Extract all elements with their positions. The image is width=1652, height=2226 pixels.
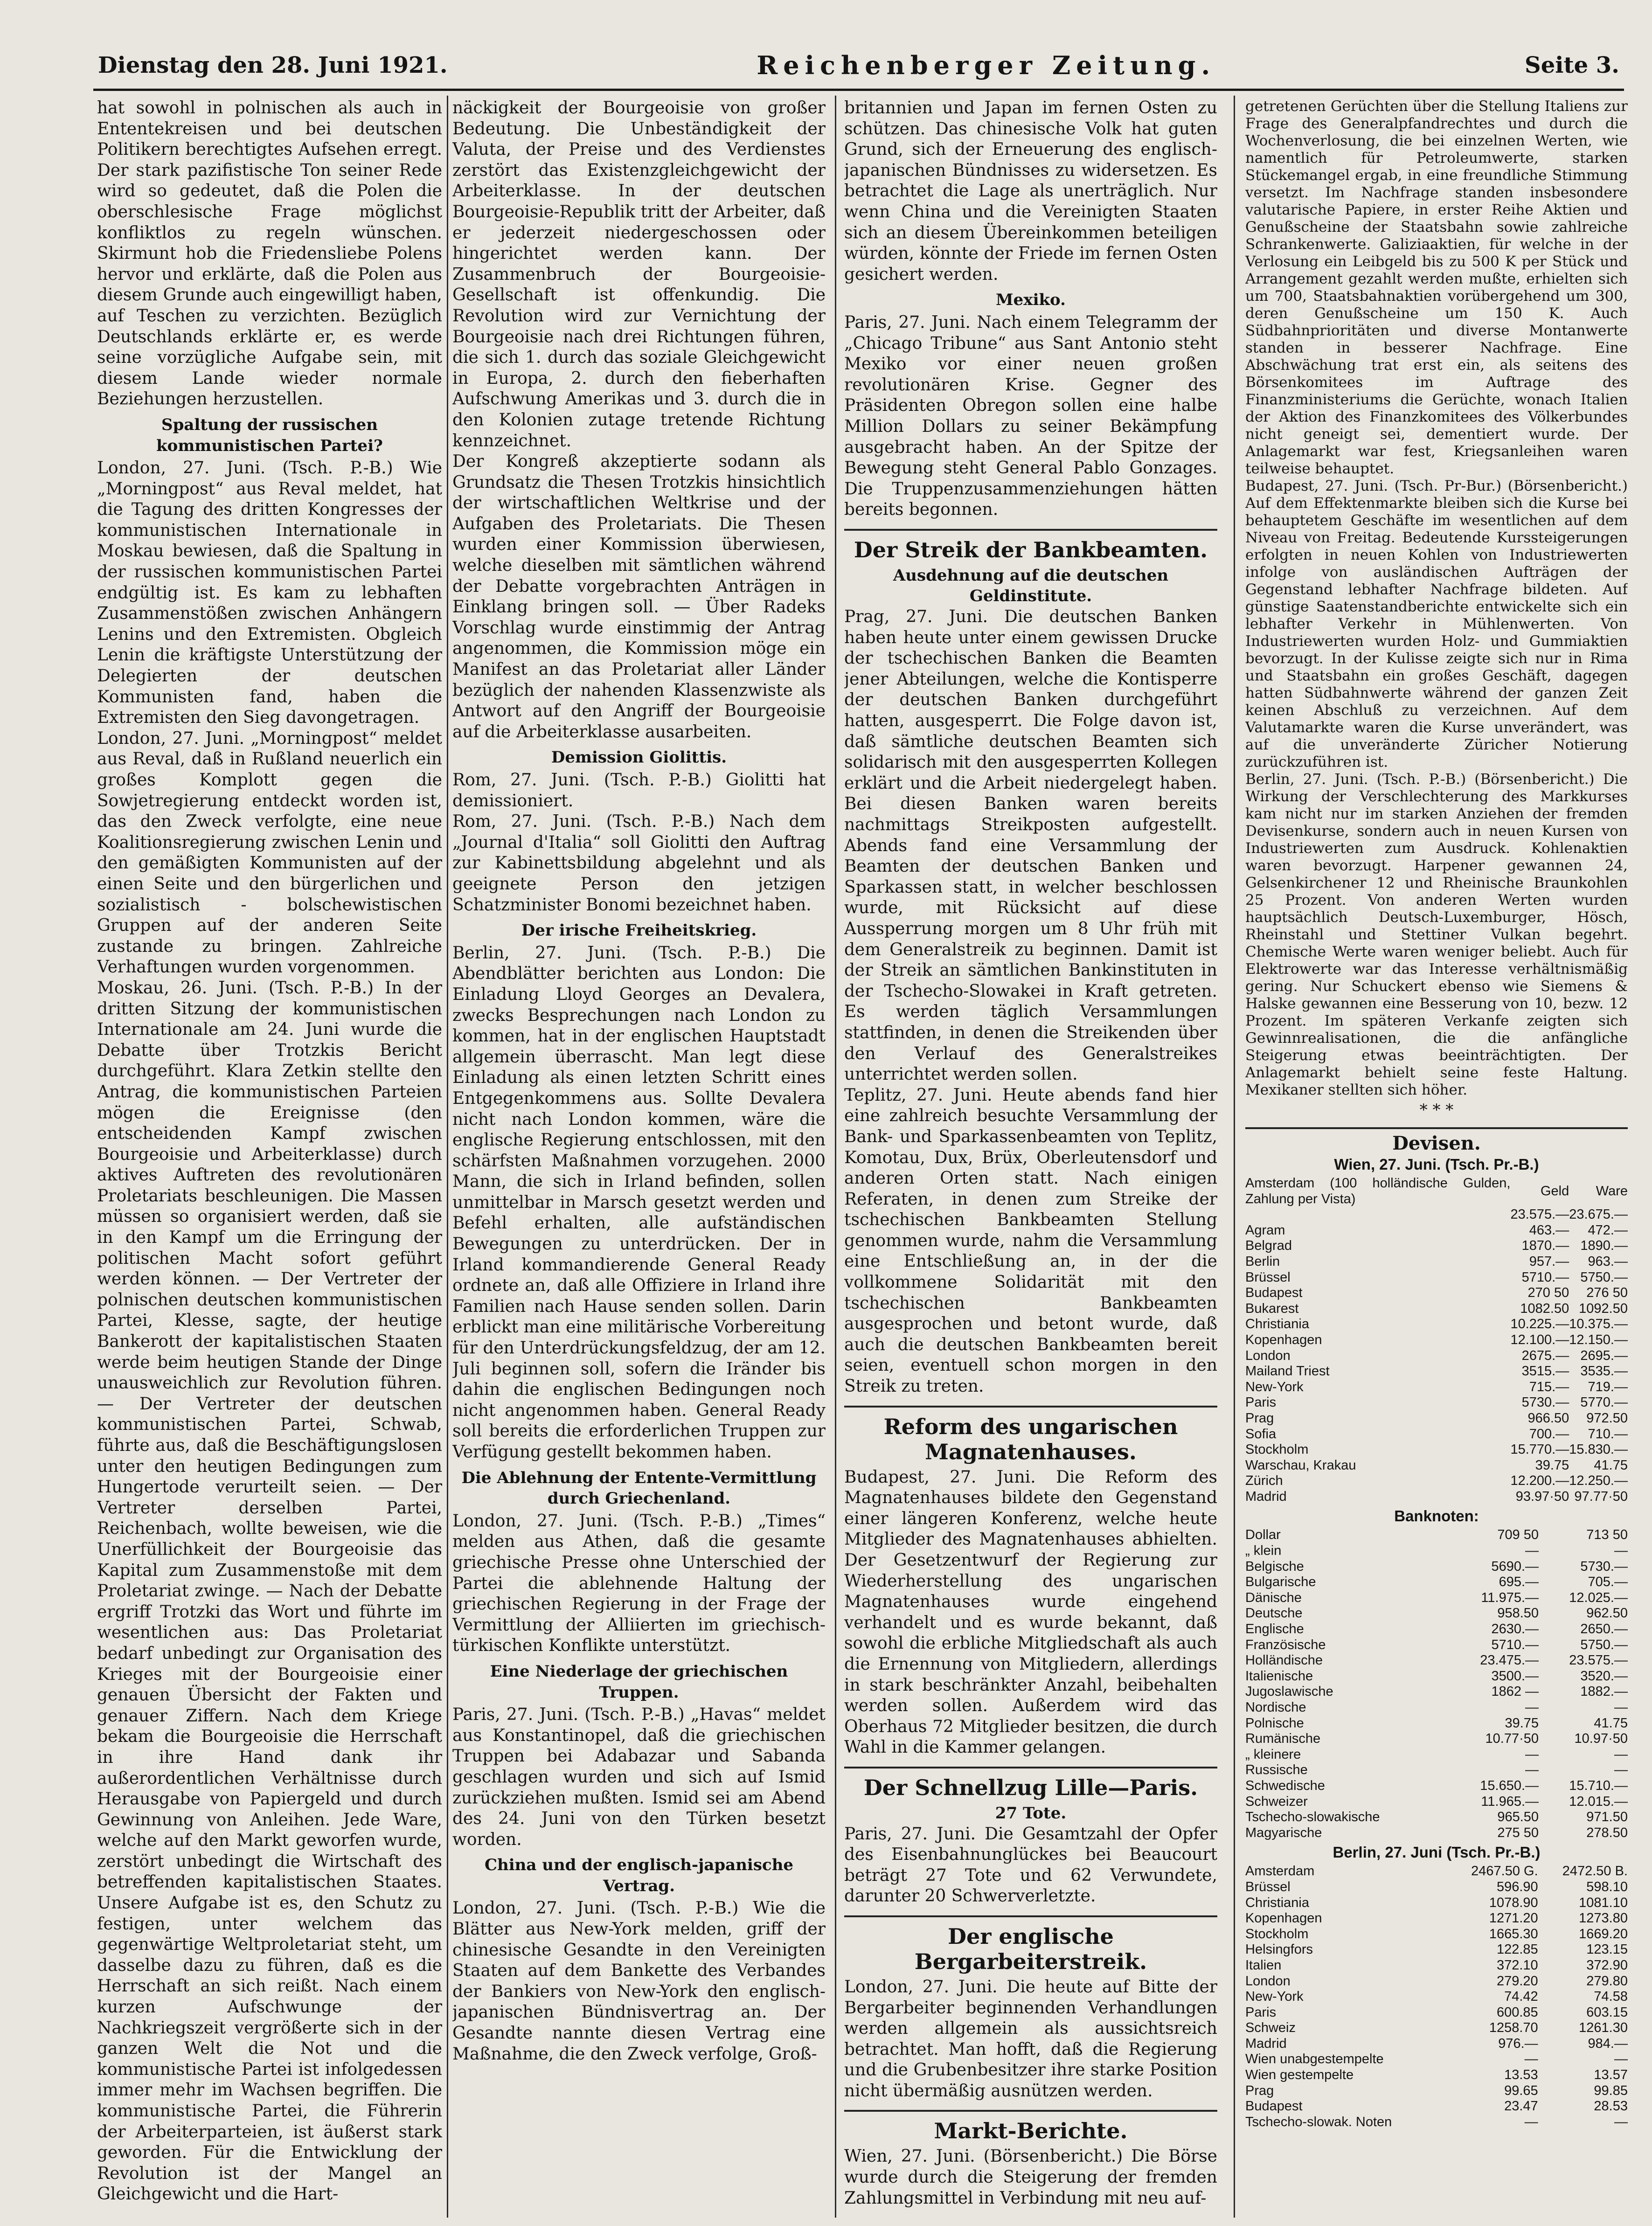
ware-cell: 5750.— xyxy=(1580,1637,1628,1652)
geld-cell: 39.75 xyxy=(1535,1457,1569,1473)
section-heading: Reform des ungarischen Magnatenhauses. xyxy=(883,1414,1178,1464)
table-row xyxy=(1245,2083,1628,2099)
column-1 xyxy=(97,98,442,2215)
geld-cell: 965.50 xyxy=(1497,1810,1539,1825)
table-row xyxy=(1245,1574,1628,1590)
table-row xyxy=(1245,1895,1628,1911)
ware-cell: 97.77·50 xyxy=(1574,1489,1628,1504)
geld-cell: 2630.— xyxy=(1491,1622,1539,1637)
label-cell: Paris xyxy=(1245,1395,1277,1410)
geld-cell: — xyxy=(1524,2052,1538,2067)
article-paragraph: Budapest, 27. Juni. Die Reform des Magnatenhauses bildete den Gegenstand einer längeren Konferenz, welche heute Mitglieder des Magnatenhauses abhielten. Der Gesetzentwurf der Regierung zur Wiederherstellung des ungarischen Magnatenhauses wurde eingehend verhandelt und es wurde bekannt, daß sowohl die erbliche Mitgliedschaft als auch die Ernennung von Mitgliedern, allerdings in stark beschränkter Anzahl, beibehalten werden sollen. Außerdem wird das Oberhaus 72 Mitglieder besitzen, die durch Wahl in die Kammer gelangen. xyxy=(844,1467,1217,1757)
newspaper-title: Reichenberger Zeitung. xyxy=(757,50,1216,80)
geld-cell: 957.— xyxy=(1529,1254,1569,1269)
ware-cell: 13.57 xyxy=(1594,2067,1628,2083)
label-cell: Kopenhagen xyxy=(1245,1911,1322,1926)
banknoten-caption: Banknoten: xyxy=(1394,1507,1479,1525)
column-divider xyxy=(1234,96,1235,2218)
article-paragraph: Berlin, 27. Juni. (Tsch. P.-B.) Die Abendblätter berichten aus London: Die Einladung Lloyd Georges an Devalera, zwecks Besprechungen nach London zu kommen, hat in der englischen Hauptstadt allgemein überrascht. Man legt diese Einladung als einen letzten Schritt eines Entgegenkommens aus. Sollte Devalera nicht nach London kommen, wäre die englische Regierung entschlossen, mit den schärfsten Maßnahmen vorzugehen. 2000 Mann, die sich in Irland befinden, sollen unmittelbar in Marsch gesetzt werden und Befehl erhalten, alle aufständischen Bewegungen zu unterdrücken. Der in Irland kommandierende General Ready ordnete an, daß alle Offiziere in Irland ihre Familien nach Hause senden sollen. Darin erblickt man eine militärische Vorbereitung für den Unterdrückungsfeldzug, der am 12. Juli beginnen soll, sofern die Iränder bis dahin die englischen Bedingungen noch nicht angenommen haben. General Ready soll bereits die erforderlichen Truppen zur Verfügung gestellt bekommen haben. xyxy=(452,943,826,1462)
article-heading: Eine Niederlage der griechischen Truppen. xyxy=(490,1662,788,1702)
table-row xyxy=(1245,1669,1628,1685)
label-cell: New-York xyxy=(1245,1989,1304,2004)
ware-cell: 74.58 xyxy=(1594,1989,1628,2004)
geld-cell: 15.770.— xyxy=(1510,1442,1569,1457)
berlin-devisen-table xyxy=(1245,1864,1628,2130)
ware-cell: 1261.30 xyxy=(1579,2020,1628,2036)
geld-cell: — xyxy=(1524,2114,1538,2129)
label-cell: Budapest xyxy=(1245,2099,1303,2114)
table-row xyxy=(1245,1527,1628,1543)
ware-cell: 2472.50 B. xyxy=(1562,1864,1628,1879)
ware-cell: 278.50 xyxy=(1586,1825,1628,1840)
table-row xyxy=(1245,1762,1628,1778)
section-rule xyxy=(844,1767,1217,1768)
section-subheading: Ausdehnung auf die deutschen Geldinstitute. xyxy=(893,566,1169,606)
devisen-heading: Devisen. xyxy=(1392,1132,1481,1154)
article-paragraph: Berlin, 27. Juni. (Tsch. P.-B.) (Börsenbericht.) Die Wirkung der Verschlechterung des Markkurses kam nicht nur im starken Anziehen der fremden Devisenkurse, sondern auch in neuen Kursen von Industriewerten zum Ausdruck. Kohlenaktien waren bevorzugt. Harpener gewannen 24, Gelsenkirchener 12 und Rheinische Braunkohlen 25 Prozent. Von anderen Werten wurden hauptsächlich Deutsch-Luxemburger, Hösch, Rheinstahl und Stettiner Vulkan begehrt. Chemische Werte waren weniger beliebt. Auch für Elektrowerte war das Interesse verhältnismäßig gering. Nur Schuckert ebenso wie Siemens & Halske gewannen eine Besserung von 10, bezw. 12 Prozent. Im späteren Verkanfe zeigten sich Gewinnrealisationen, die die anfängliche Steigerung etwas beeinträchtigten. Der Anlagemarkt behielt seine feste Haltung. Mexikaner stellten sich höher. xyxy=(1245,771,1628,1098)
geld-cell: 279.20 xyxy=(1496,1973,1538,1989)
label-cell: Italienische xyxy=(1245,1668,1313,1684)
label-cell: London xyxy=(1245,1348,1291,1363)
geld-cell: 270 50 xyxy=(1527,1285,1569,1301)
label-cell: New-York xyxy=(1245,1379,1304,1394)
article-heading: Demission Giolittis. xyxy=(551,748,727,767)
table-row xyxy=(1245,1684,1628,1700)
label-cell: „ kleinere xyxy=(1245,1747,1301,1762)
ware-header: Ware xyxy=(1596,1183,1628,1199)
ware-cell: 5750.— xyxy=(1580,1269,1628,1285)
geld-cell: 709 50 xyxy=(1497,1527,1539,1543)
label-cell: Holländische xyxy=(1245,1653,1323,1668)
ware-cell: 41.75 xyxy=(1594,1457,1628,1473)
ware-cell: 28.53 xyxy=(1594,2099,1628,2114)
article-paragraph: Teplitz, 27. Juni. Heute abends fand hier eine zahlreich besuchte Versammlung der Bank- und Sparkassenbeamten von Teplitz, Komotau, Dux, Brüx, Oberleutensdorf und anderen Orten statt. Nach einigen Referaten, in denen zum Streike der tschechischen Bankbeamten Stellung genommen wurde, nahm die Versammlung eine Entschließung an, in der die vollkommene Solidarität mit den tschechischen Bankbeamten ausgesprochen und betont wurde, daß auch die deutschen Bankbeamten bereit seien, eventuell schon morgen in den Streik zu treten. xyxy=(844,1085,1217,1396)
label-cell: Deutsche xyxy=(1245,1606,1303,1621)
label-cell: Magyarische xyxy=(1245,1825,1322,1840)
geld-cell: 1862 — xyxy=(1491,1684,1539,1699)
ware-cell: 12.015.— xyxy=(1569,1794,1628,1809)
ware-cell: — xyxy=(1614,2052,1628,2067)
ware-cell: 15.710.— xyxy=(1569,1778,1628,1793)
label-cell: Italien xyxy=(1245,1957,1282,1973)
table-row xyxy=(1245,2052,1628,2067)
table-row xyxy=(1245,1989,1628,2005)
ware-cell: 962.50 xyxy=(1586,1606,1628,1621)
ware-cell: 5770.— xyxy=(1580,1395,1628,1410)
table-row xyxy=(1245,2020,1628,2036)
section-subheading: 27 Tote. xyxy=(995,1803,1067,1823)
geld-cell: 13.53 xyxy=(1504,2067,1538,2083)
geld-cell: 74.42 xyxy=(1504,1989,1538,2004)
table-row xyxy=(1245,1653,1628,1669)
geld-cell: — xyxy=(1525,1543,1539,1559)
table-row xyxy=(1245,2005,1628,2021)
geld-cell: 5710.— xyxy=(1521,1269,1569,1285)
ware-cell: 1669.20 xyxy=(1579,1926,1628,1942)
geld-cell: — xyxy=(1525,1762,1539,1778)
issue-date: Dienstag den 28. Juni 1921. xyxy=(98,52,448,78)
table-row xyxy=(1245,1731,1628,1747)
geld-cell: 11.975.— xyxy=(1481,1590,1539,1605)
article-paragraph: Wien, 27. Juni. (Börsenbericht.) Die Börse wurde durch die Steigerung der fremden Zahlungsmittel in Verbindung mit neu auf- xyxy=(844,2147,1217,2208)
ware-cell: 472.— xyxy=(1588,1222,1628,1238)
label-cell: Polnische xyxy=(1245,1715,1304,1731)
label-cell: Schweizer xyxy=(1245,1794,1308,1809)
ware-cell: 23.575.— xyxy=(1569,1653,1628,1668)
label-cell: Wien unabgestempelte xyxy=(1245,2052,1384,2067)
article-paragraph: London, 27. Juni. „Morningpost“ meldet aus Reval, daß in Rußland neuerlich ein großes Komplott gegen die Sowjetregierung entdeckt worden ist, das den Zweck verfolgte, eine neue Koalitionsregierung zwischen Lenin und den gemäßigten Kommunisten auf der einen Seite und den bürgerlichen und sozialistisch - bolschewistischen Gruppen auf der anderen Seite zustande zu bringen. Zahlreiche Verhaftungen wurden vorgenommen. xyxy=(97,728,442,977)
article-paragraph: London, 27. Juni. (Tsch. P.-B.) Wie die Blätter aus New-York melden, griff der chinesische Gesandte in den Vereinigten Staaten auf dem Bankette des Verbandes der Bankiers von New-York den englisch-japanischen Bündnisvertrag an. Der Gesandte nannte diesen Vertrag eine Maßnahme, die den Zweck verfolge, Groß- xyxy=(452,1899,826,2064)
label-cell: Prag xyxy=(1245,1410,1274,1426)
ware-cell: 1890.— xyxy=(1580,1238,1628,1254)
label-cell: Budapest xyxy=(1245,1285,1303,1301)
table-row xyxy=(1245,1606,1628,1622)
article-paragraph: Paris, 27. Juni. Die Gesamtzahl der Opfer des Eisenbahnunglückes bei Beaucourt beträgt 27 Tote und 62 Verwundete, darunter 20 Schwerverletzte. xyxy=(844,1824,1217,1906)
label-cell: Schwedische xyxy=(1245,1778,1325,1793)
geld-cell: 39.75 xyxy=(1505,1715,1539,1731)
section-rule xyxy=(844,2110,1217,2112)
label-cell: Sofia xyxy=(1245,1426,1277,1442)
label-cell: Christiania xyxy=(1245,1895,1309,1910)
label-cell: Bukarest xyxy=(1245,1301,1299,1316)
geld-cell: 10.77·50 xyxy=(1485,1731,1539,1747)
label-cell: Zürich xyxy=(1245,1473,1283,1489)
page-number: Seite 3. xyxy=(1525,52,1619,78)
geld-cell: 958.50 xyxy=(1497,1606,1539,1621)
table-row xyxy=(1245,1810,1628,1825)
geld-cell: 372.10 xyxy=(1496,1957,1538,1973)
label-cell: Madrid xyxy=(1245,1489,1287,1504)
article-heading: Spaltung der russischen kommunistischen Partei? xyxy=(156,415,383,455)
label-cell: Helsingfors xyxy=(1245,1942,1313,1957)
label-cell: Nordische xyxy=(1245,1700,1306,1715)
ware-cell: 123.15 xyxy=(1586,1942,1628,1957)
geld-cell: 275 50 xyxy=(1497,1825,1539,1840)
geld-cell: 600.85 xyxy=(1496,2004,1538,2020)
article-heading: Die Ablehnung der Entente-Vermittlung durch Griechenland. xyxy=(461,1468,817,1508)
masthead xyxy=(98,44,1619,86)
label-cell: Madrid xyxy=(1245,2036,1287,2051)
article-heading: Der irische Freiheitskrieg. xyxy=(521,921,757,940)
ware-cell: 15.830.— xyxy=(1569,1442,1628,1457)
label-cell: Amsterdam xyxy=(1245,1864,1315,1879)
berlin-rows xyxy=(1245,1864,1628,2130)
section-heading: Der Streik der Bankbeamten. xyxy=(854,537,1208,562)
geld-cell: — xyxy=(1525,1747,1539,1762)
geld-header: Geld xyxy=(1540,1183,1569,1199)
article-paragraph: Paris, 27. Juni. (Tsch. P.-B.) „Havas“ meldet aus Konstantinopel, daß die griechischen Truppen bei Adabazar und Sabanda geschlagen wurden und sich auf Ismid zurückziehen mußten. Ismid sei am Abend des 24. Juni von den Türken besetzt worden. xyxy=(452,1705,826,1849)
label-cell: Berlin xyxy=(1245,1254,1280,1269)
ware-cell: 719.— xyxy=(1588,1379,1628,1394)
ware-cell: 705.— xyxy=(1588,1574,1628,1590)
article-paragraph: London, 27. Juni. Die heute auf Bitte der Bergarbeiter beginnenden Verhandlungen werden allgemein als aussichtsreich betrachtet. Man hofft, daß die Regierung und die Grubenbesitzer ihre starke Position nicht übermäßig ausnützen werden. xyxy=(844,1977,1217,2101)
label-cell: Englische xyxy=(1245,1622,1304,1637)
table-row xyxy=(1245,1395,1628,1411)
table-row xyxy=(1245,2115,1628,2130)
label-cell: Brüssel xyxy=(1245,1269,1291,1285)
ware-cell: 5730.— xyxy=(1580,1559,1628,1574)
ware-cell: 1081.10 xyxy=(1579,1895,1628,1910)
label-cell: Rumänische xyxy=(1245,1731,1321,1747)
label-cell: Dänische xyxy=(1245,1590,1302,1605)
wien-caption: Wien, 27. Juni. (Tsch. Pr.-B.) xyxy=(1334,1156,1539,1173)
label-cell: Schweiz xyxy=(1245,2020,1296,2036)
section-heading: Der englische Bergarbeiterstreik. xyxy=(914,1923,1147,1974)
geld-cell: 99.65 xyxy=(1504,2083,1538,2098)
article-paragraph: Der Kongreß akzeptierte sodann als Grundsatz die Thesen Trotzkis hinsichtlich der wirtschaftlichen Weltkrise und der Aufgaben des Proletariats. Die Thesen wurden einer Kommission überwiesen, welche dieselben mit sämtlichen während der Debatte vorgebrachten Anträgen in Einklang bringen soll. — Über Radeks Vorschlag wurde einstimmig der Antrag angenommen, die Kommission möge ein Manifest an das Proletariat aller Länder bezüglich der nahenden Klassenzwiste als Antwort auf den Angriff der Bourgeoisie auf die Arbeiterklasse ausarbeiten. xyxy=(452,452,826,742)
wien-devisen-table xyxy=(1245,1176,1628,1505)
section-ornament: * * * xyxy=(1419,1101,1454,1119)
ware-cell: — xyxy=(1614,1747,1628,1762)
article-heading: China und der englisch-japanische Vertrag. xyxy=(484,1856,794,1895)
table-row xyxy=(1245,1489,1628,1505)
ware-cell: 603.15 xyxy=(1586,2004,1628,2020)
table-row xyxy=(1245,1778,1628,1794)
article-paragraph: getretenen Gerüchten über die Stellung Italiens zur Frage des Generalpfandrechtes und durch die Wochenverlosung, die bei einzelnen Werten, wie namentlich für Petroleumwerte, starken Stückemangel ergab, in eine freundliche Stimmung versetzt. Im Nachfrage standen insbesondere valutarische Papiere, in erster Reihe Aktien und Genußscheine der Staatsbahn sowie zahlreiche Schrankenwerte. Galiziaaktien, für welche in der Verlosung ein Leibgeld bis zu 500 K per Stück und Arrangement gezahlt werden mußte, erhielten sich um 700, Staatsbahnaktien vorübergehend um 300, deren Genußscheine um 150 K. Auch Südbahnprioritäten und diverse Montanwerte standen in besserer Nachfrage. Eine Abschwächung trat erst ein, als seitens des Börsenkomitees im Auftrage des Finanzministeriums die Gerüchte, wonach Italien der Aktion des Finanzkomitees des Völkerbundes nicht geneigt sei, dementiert wurde. Der Anlagemarkt war fest, Kriegsanleihen waren teilweise behauptet. xyxy=(1245,98,1628,477)
geld-cell: 1258.70 xyxy=(1489,2020,1538,2036)
geld-cell: 10.225.— xyxy=(1510,1317,1569,1332)
ware-cell: 1882.— xyxy=(1580,1684,1628,1699)
table-row xyxy=(1245,1927,1628,1942)
table-row xyxy=(1245,1207,1628,1223)
article-paragraph: Budapest, 27. Juni. (Tsch. Pr-Bur.) (Börsenbericht.) Auf dem Effektenmarkte bleiben sich die Kurse bei behauptetem Geschäfte im wesentlichen auf dem Niveau von Freitag. Bedeutende Kurssteigerungen erfolgten in neuen Kohlen von Industriewerten infolge von ausländischen Aufträgen der Gegenstand lebhafter Nachfrage bildeten. Auf günstige Saatenstandberichte entwickelte sich ein lebhafter Verkehr in Mühlenwerten. Von Industriewerten wurden Holz- und Gummiaktien bevorzugt. In der Kulisse zeigte sich nur in Rima und Staatsbahn ein großes Geschäft, dagegen hatten Südbahnwerte während der ganzen Zeit keinen Abschluß zu verzeichnen. Auf dem Valutamarkte waren die Kurse unverändert, was auf die unveränderte Züricher Notierung zurückzuführen ist. xyxy=(1245,478,1628,770)
geld-cell: 1870.— xyxy=(1521,1238,1569,1254)
geld-cell: — xyxy=(1525,1700,1539,1715)
table-row xyxy=(1245,1380,1628,1395)
label-cell: Wien gestempelte xyxy=(1245,2067,1354,2083)
column-3 xyxy=(844,98,1217,2215)
article-paragraph: Paris, 27. Juni. Nach einem Telegramm der „Chicago Tribune“ aus Sant Antonio steht Mexiko vor einer neuen großen revolutionären Krise. Gegner des Präsidenten Obregon sollen eine halbe Million Dollars zu seiner Bekämpfung ausgebracht haben. An der Spitze der Bewegung steht General Pablo Gonzages. Die Truppenzusammenziehungen hätten bereits begonnen. xyxy=(844,312,1217,520)
table-row xyxy=(1245,1942,1628,1958)
label-cell: Agram xyxy=(1245,1222,1285,1238)
table-row xyxy=(1245,1825,1628,1841)
ware-cell: 963.— xyxy=(1588,1254,1628,1269)
table-row xyxy=(1245,1864,1628,1879)
ware-cell: 12.150.— xyxy=(1569,1332,1628,1347)
geld-cell: 1082.50 xyxy=(1520,1301,1569,1316)
geld-cell: 15.650.— xyxy=(1480,1778,1539,1793)
ware-cell: 971.50 xyxy=(1586,1810,1628,1825)
section-rule xyxy=(1245,1127,1628,1129)
wien-rows xyxy=(1245,1223,1628,1505)
section-rule xyxy=(844,1406,1217,1408)
ware-cell: 12.250.— xyxy=(1569,1473,1628,1489)
table-row xyxy=(1245,1559,1628,1575)
geld-cell: 1271.20 xyxy=(1489,1911,1538,1926)
table-row xyxy=(1245,1747,1628,1763)
ware-cell: 1092.50 xyxy=(1579,1301,1628,1316)
table-row xyxy=(1245,1270,1628,1286)
table-row xyxy=(1245,1974,1628,1990)
table-row xyxy=(1245,1442,1628,1458)
article-paragraph: britannien und Japan im fernen Osten zu schützen. Das chinesische Volk hat guten Grund, sich der Erneuerung des englisch-japanischen Bündnisses zu widersetzen. Es betrachtet die Lage als unerträglich. Nur wenn China und die Vereinigten Staaten sich an diesem Übereinkommen beteiligen würden, könnte der Friede im fernen Osten gesichert werden. xyxy=(844,98,1217,284)
ware-cell: 3535.— xyxy=(1580,1364,1628,1379)
ware-cell: 372.90 xyxy=(1586,1957,1628,1973)
label-cell: Tschecho-slowakische xyxy=(1245,1810,1380,1825)
ware-cell: 41.75 xyxy=(1594,1715,1628,1731)
table-row xyxy=(1245,1348,1628,1364)
ware-cell: 10.375.— xyxy=(1569,1317,1628,1332)
table-row xyxy=(1245,1254,1628,1270)
ware-cell: 1273.80 xyxy=(1579,1911,1628,1926)
geld-cell: 1078.90 xyxy=(1489,1895,1538,1910)
geld-cell: 93.97·50 xyxy=(1515,1489,1569,1504)
label-cell: Stockholm xyxy=(1245,1926,1309,1942)
label-cell: Belgische xyxy=(1245,1559,1304,1574)
geld-cell: 23.475.— xyxy=(1480,1653,1539,1668)
geld-cell: 3515.— xyxy=(1521,1364,1569,1379)
table-row xyxy=(1245,1238,1628,1254)
masthead-rule xyxy=(93,89,1624,91)
amsterdam-ware: 23.675.— xyxy=(1569,1207,1628,1222)
table-row xyxy=(1245,1411,1628,1427)
column-divider xyxy=(447,96,448,2218)
article-paragraph: Prag, 27. Juni. Die deutschen Banken haben heute unter einem gewissen Drucke der tschechischen Banken die Beamten jener Abteilungen, welche die Kontisperre der deutschen Banken durchgeführt hatten, ausgesperrt. Die Folge davon ist, daß sämtliche deutschen Beamten sich solidarisch mit den ausgesperrten Kollegen erklärt und die Arbeit niedergelegt haben. Bei diesen Banken waren bereits nachmittags Streikposten aufgestellt. Abends fand eine Versammlung der Beamten der deutschen Banken und Sparkassen statt, in welcher beschlossen wurde, mit Rücksicht auf diese Aussperrung morgen um 8 Uhr früh mit dem Generalstreik zu beginnen. Damit ist der Streik an sämtlichen Bankinstituten in der Tschecho-Slowakei in Kraft getreten. Es werden täglich Versammlungen stattfinden, in denen die Streikenden über den Verlauf des Generalstreikes unterrichtet werden sollen. xyxy=(844,607,1217,1084)
geld-cell: 700.— xyxy=(1529,1426,1569,1442)
table-row xyxy=(1245,2067,1628,2083)
article-paragraph: London, 27. Juni. (Tsch. P.-B.) Wie „Morningpost“ aus Reval meldet, hat die Tagung des dritten Kongresses der kommunistischen Internationale in Moskau bewiesen, daß die Spaltung in der russischen kommunistischen Partei endgültig ist. Es kam zu lebhaften Zusammenstößen zwischen Anhängern Lenins und den Extremisten. Obgleich Lenin die kräftigste Unterstützung der Delegierten der deutschen Kommunisten fand, haben die Extremisten den Sieg davongetragen. xyxy=(97,458,442,728)
table-row xyxy=(1245,1427,1628,1442)
ware-cell: 12.025.— xyxy=(1569,1590,1628,1605)
geld-cell: 3500.— xyxy=(1491,1668,1539,1684)
geld-cell: 2467.50 G. xyxy=(1471,1864,1538,1879)
table-row xyxy=(1245,2099,1628,2115)
ware-cell: 713 50 xyxy=(1586,1527,1628,1543)
table-row xyxy=(1245,1473,1628,1489)
geld-cell: 1665.30 xyxy=(1489,1926,1538,1942)
label-cell: Christiania xyxy=(1245,1317,1309,1332)
banknoten-table xyxy=(1245,1527,1628,1841)
label-cell: Mailand Triest xyxy=(1245,1364,1330,1379)
label-cell: Paris xyxy=(1245,2004,1277,2020)
label-cell: Kopenhagen xyxy=(1245,1332,1322,1347)
label-cell: Prag xyxy=(1245,2083,1274,2098)
geld-cell: 5710.— xyxy=(1491,1637,1539,1652)
section-rule xyxy=(844,529,1217,531)
ware-cell: 99.85 xyxy=(1594,2083,1628,2098)
table-row xyxy=(1245,2036,1628,2052)
banknoten-rows xyxy=(1245,1527,1628,1841)
table-header-row xyxy=(1245,1176,1628,1207)
table-row xyxy=(1245,1716,1628,1732)
geld-cell: 695.— xyxy=(1499,1574,1539,1590)
berlin-caption: Berlin, 27. Juni (Tsch. Pr.-B.) xyxy=(1333,1844,1541,1861)
article-paragraph: näckigkeit der Bourgeoisie von großer Bedeutung. Die Unbeständigkeit der Valuta, der Preise und des Verdienstes zerstört das Existenzgleichgewicht der Arbeiterklasse. In der deutschen Bourgeoisie-Republik tritt der Arbeiter, daß er jederzeit niedergeschossen oder hingerichtet werden kann. Der Zusammenbruch der Bourgeoisie-Gesellschaft ist offenkundig. Die Revolution wird zur Vernichtung der Bourgeoisie nach drei Richtungen führen, die sich 1. durch das soziale Gleichgewicht in Europa, 2. durch den fieberhaften Aufschwung Amerikas und 3. durch die in den Kolonien zutage tretende Richtung kennzeichnet. xyxy=(452,98,826,451)
article-heading: Mexiko. xyxy=(996,291,1066,310)
table-row xyxy=(1245,1879,1628,1895)
geld-cell: 12.200.— xyxy=(1510,1473,1569,1489)
table-row xyxy=(1245,1794,1628,1810)
article-paragraph: London, 27. Juni. (Tsch. P.-B.) „Times“ melden aus Athen, daß die gesamte griechische Presse ohne Unterschied der Partei die ablehnende Haltung der griechischen Regierung in der Frage der Vermittlung der Alliierten im griechisch-türkischen Konflikte unterstützt. xyxy=(452,1511,826,1656)
geld-cell: 966.50 xyxy=(1527,1410,1569,1426)
geld-cell: 23.47 xyxy=(1504,2099,1538,2114)
ware-cell: 2650.— xyxy=(1580,1622,1628,1637)
amsterdam-note: Amsterdam (100 holländische Gulden, Zahlung per Vista) xyxy=(1245,1176,1511,1207)
geld-cell: 715.— xyxy=(1529,1379,1569,1394)
section-heading: Der Schnellzug Lille—Paris. xyxy=(863,1775,1198,1800)
table-row xyxy=(1245,1223,1628,1239)
ware-cell: — xyxy=(1614,1700,1628,1715)
article-paragraph: Rom, 27. Juni. (Tsch. P.-B.) Giolitti hat demissioniert. xyxy=(452,770,826,811)
geld-cell: 5730.— xyxy=(1521,1395,1569,1410)
geld-cell: 596.90 xyxy=(1496,1879,1538,1894)
table-row xyxy=(1245,1458,1628,1474)
ware-cell: 710.— xyxy=(1588,1426,1628,1442)
geld-cell: 463.— xyxy=(1529,1222,1569,1238)
ware-cell: 972.50 xyxy=(1586,1410,1628,1426)
label-cell: Russische xyxy=(1245,1762,1308,1778)
label-cell: Stockholm xyxy=(1245,1442,1309,1457)
column-divider xyxy=(835,96,836,2218)
label-cell: „ klein xyxy=(1245,1543,1282,1559)
ware-cell: 276 50 xyxy=(1586,1285,1628,1301)
ware-cell: 10.97·50 xyxy=(1574,1731,1628,1747)
ware-cell: — xyxy=(1614,1762,1628,1778)
ware-cell: — xyxy=(1614,2114,1628,2129)
ware-cell: 984.— xyxy=(1588,2036,1628,2051)
label-cell: Französische xyxy=(1245,1637,1326,1652)
label-cell: Tschecho-slowak. Noten xyxy=(1245,2114,1392,2129)
geld-cell: 976.— xyxy=(1498,2036,1538,2051)
section-rule xyxy=(844,1915,1217,1917)
table-row xyxy=(1245,1911,1628,1927)
article-paragraph: hat sowohl in polnischen als auch in Ententekreisen und bei deutschen Politikern berechtigtes Aufsehen erregt. Der stark pazifistische Ton seiner Rede wird so gedeutet, daß die Polen die oberschlesische Frage möglichst konfliktlos zu regeln wünschen. Skirmunt hob die Friedensliebe Polens hervor und erklärte, daß die Polen aus diesem Grunde auch eingewilligt haben, auf Teschen zu verzichten. Bezüglich Deutschlands erklärte er, es werde seine vorzügliche Aufgabe sein, mit diesem Lande wieder normale Beziehungen herzustellen. xyxy=(97,98,442,409)
label-cell: Jugoslawische xyxy=(1245,1684,1333,1699)
ware-cell: 2695.— xyxy=(1580,1348,1628,1363)
article-paragraph: Moskau, 26. Juni. (Tsch. P.-B.) In der dritten Sitzung der kommunistischen Internationale am 24. Juni wurde die Debatte über Trotzkis Bericht durchgeführt. Klara Zetkin stellte den Antrag, die kommunistischen Parteien mögen die Ereignisse (den entscheidenden Kampf zwischen Bourgeoisie und Arbeiterklasse) durch aktives Auftreten des revolutionären Proletariats beschleunigen. Die Massen müssen so organisiert werden, daß sie in den Kampf um die Erringung der politischen Macht sofort geführt werden können. — Der Vertreter der polnischen deutschen kommunistischen Partei, Klesse, sagte, der heutige Bankerott der kapitalistischen Staaten werde beim heutigen Stande der Dinge unausweichlich zur Revolution führen. — Der Vertreter der deutschen kommunistischen Partei, Schwab, führte aus, daß die Beschäftigungslosen unter den heutigen Bedingungen zum Hungertode verurteilt seien. — Der Vertreter derselben Partei, Reichenbach, wollte beweisen, wie die Unerfüllichkeit der Bourgeoisie das Kapital zum Zusammenstoße mit dem Proletariat zwinge. — Nach der Debatte ergriff Trotzki das Wort und führte im wesentlichen aus: Das Proletariat bedarf unbedingt zur Organisation des Krieges mit der Bourgeoisie einer genauen Übersicht der Fakten und genauer Ziffern. Nach dem Kriege bekam die Bourgeoisie die Herrschaft in ihre Hand dank ihr außerordentlichen Verhältnisse durch Herausgabe von Papiergeld und durch Gewinnung von Anleihen. Jede Ware, welche auf den Markt geworfen wurde, zerstört unbedingt die Wirtschaft des betreffenden kapitalistischen Staates. Unsere Aufgabe ist es, den Schutz zu festigen, unter welchem das gegenwärtige Weltproletariat steht, um dasselbe dazu zu führen, daß es die Herrschaft an sich reißt. Nach einem kurzen Aufschwunge der Nachkriegszeit vergrößerte sich in der ganzen Welt die Not und die kommunistische Partei ist infolgedessen immer mehr im Wachsen begriffen. Die kommunistische Partei, die Führerin der Arbeiterparteien, ist äußerst stark geworden. Für die Entwicklung der Revolution ist der Mangel an Gleichgewicht und die Hart- xyxy=(97,978,442,2204)
label-cell: London xyxy=(1245,1973,1291,1989)
label-cell: Dollar xyxy=(1245,1527,1281,1543)
geld-cell: 12.100.— xyxy=(1510,1332,1569,1347)
table-row xyxy=(1245,1301,1628,1317)
geld-cell: 11.965.— xyxy=(1481,1794,1539,1809)
section-heading: Markt-Berichte. xyxy=(934,2118,1128,2144)
ware-cell: 3520.— xyxy=(1580,1668,1628,1684)
table-row xyxy=(1245,1317,1628,1332)
table-row xyxy=(1245,1637,1628,1653)
table-row xyxy=(1245,1364,1628,1380)
table-row xyxy=(1245,1700,1628,1716)
table-row xyxy=(1245,1332,1628,1348)
amsterdam-geld: 23.575.— xyxy=(1510,1207,1569,1222)
ware-cell: — xyxy=(1614,1543,1628,1559)
label-cell: Brüssel xyxy=(1245,1879,1291,1894)
geld-cell: 122.85 xyxy=(1496,1942,1538,1957)
table-row xyxy=(1245,1590,1628,1606)
ware-cell: 279.80 xyxy=(1586,1973,1628,1989)
table-row xyxy=(1245,1958,1628,1974)
table-row xyxy=(1245,1622,1628,1637)
ware-cell: 598.10 xyxy=(1586,1879,1628,1894)
label-cell: Bulgarische xyxy=(1245,1574,1316,1590)
column-2 xyxy=(452,98,826,2215)
label-cell: Belgrad xyxy=(1245,1238,1292,1254)
geld-cell: 5690.— xyxy=(1491,1559,1539,1574)
article-paragraph: Rom, 27. Juni. (Tsch. P.-B.) Nach dem „Journal d'Italia“ soll Giolitti den Auftrag zur Kabinettsbildung abgelehnt und als geeignete Person den jetzigen Schatzminister Bonomi bezeichnet haben. xyxy=(452,812,826,915)
column-4 xyxy=(1245,98,1628,2215)
table-row xyxy=(1245,1543,1628,1559)
label-cell: Warschau, Krakau xyxy=(1245,1457,1356,1473)
geld-cell: 2675.— xyxy=(1521,1348,1569,1363)
table-row xyxy=(1245,1285,1628,1301)
